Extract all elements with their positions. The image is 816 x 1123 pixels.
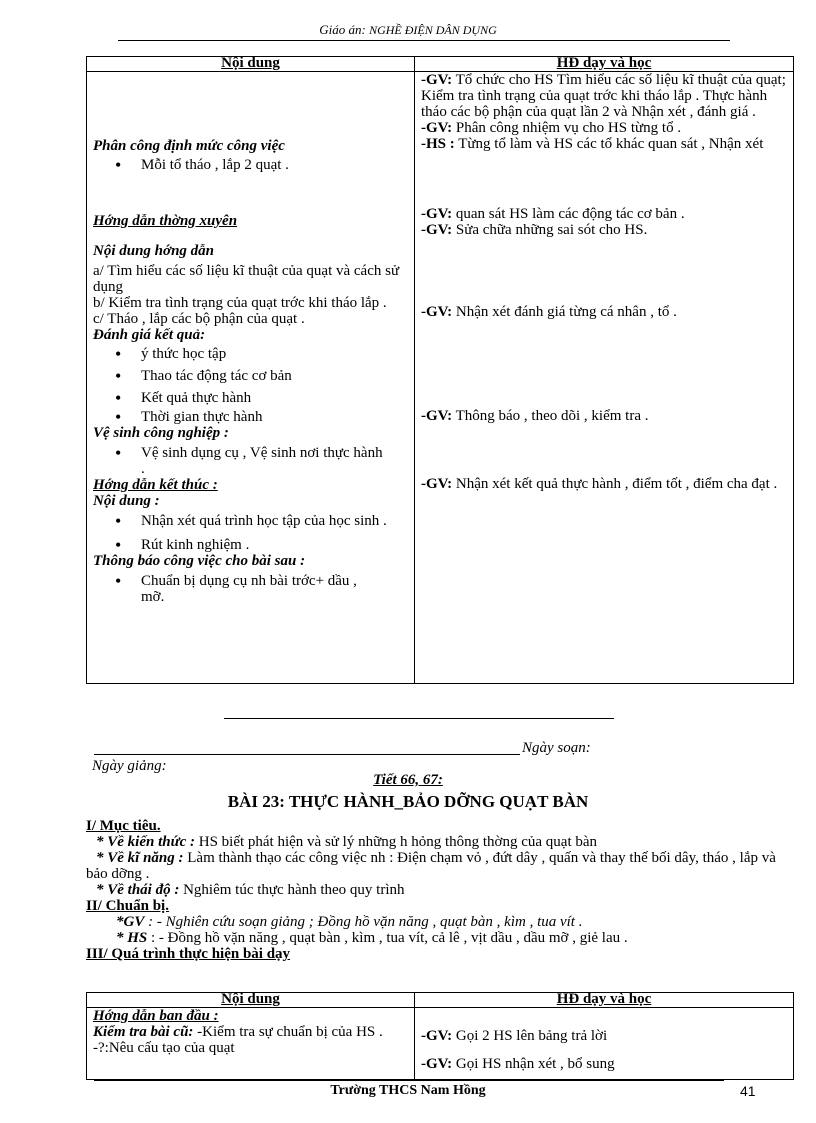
list-item: • Nhận xét quá trình học tập của học sinh . — [141, 513, 408, 529]
chuan-bi-hs: * HS : - Đồng hồ vặn năng , quạt bàn , kìm , tua vít, cả lê , vịt dầu , dầu mỡ , giẻ lau . — [116, 930, 628, 946]
t1-col1-header: Nội dung — [87, 57, 415, 72]
lesson-title: BÀI 23: THỰC HÀNH_BẢO DỠNG QUẠT BÀN — [227, 792, 589, 811]
list-item: • Chuẩn bị dụng cụ nh bài trớc+ dầu , mỡ. — [141, 573, 378, 605]
chuan-bi-heading: II/ Chuẩn bị. — [86, 898, 169, 914]
lesson-table-1 — [86, 56, 794, 684]
noi-dung-heading: Nội dung : — [93, 493, 160, 509]
muc-tieu-heading: I/ Mục tiêu. — [86, 818, 161, 834]
gv-note: -GV: Nhận xét kết quả thực hành , điểm tốt , điểm cha đạt . — [421, 476, 778, 492]
gv-note: -GV: quan sát HS làm các động tác cơ bản . — [421, 206, 685, 222]
list-item: • Thời gian thực hành — [141, 409, 408, 425]
ki-nang: * Về kĩ năng : Làm thành thạo các công việc nh : Điện chạm vỏ , đứt dây , quấn và thay thế bối dây, tháo , lắp và bảo dỡng . — [86, 850, 776, 882]
ngay-giang: Ngày giảng: — [92, 758, 167, 774]
list-item: • Rút kinh nghiệm . — [141, 537, 408, 553]
gv-note: -GV: Nhận xét đánh giá từng cá nhân , tổ . — [421, 304, 677, 320]
list-item: • Kết quả thực hành — [141, 387, 408, 409]
step-c: c/ Tháo , lắp các bộ phận của quạt . — [93, 311, 305, 327]
kien-thuc: * Về kiến thức : HS biết phát hiện và sử lý những h hỏng thông thờng của quạt bàn — [96, 834, 598, 850]
gv-note: -GV: Gọi HS nhận xét , bổ sung — [421, 1056, 615, 1072]
t1-col2-header: HĐ dạy và học — [415, 57, 794, 72]
t2-right-cell — [415, 1008, 794, 1080]
ngay-soan-line — [94, 754, 520, 755]
cau-hoi: -?:Nêu cấu tạo của quạt — [93, 1040, 235, 1056]
section-separator — [224, 718, 614, 719]
gv-note: -GV: Thông báo , theo dõi , kiểm tra . — [421, 408, 649, 424]
list-item: • Mỗi tổ tháo , lắp 2 quạt . — [141, 157, 408, 173]
ve-sinh-heading: Vệ sinh công nghiệp : — [93, 425, 229, 441]
nd-huong-dan-heading: Nội dung hớng dẫn — [93, 243, 215, 259]
step-a: a/ Tìm hiểu các số liệu kĩ thuật của quạt và cách sử dụng — [93, 263, 400, 295]
danh-gia-heading: Đánh giá kết quả: — [93, 327, 206, 343]
header-divider — [118, 40, 730, 41]
hd-ban-dau-heading: Hớng dẫn ban đầu : — [93, 1008, 219, 1024]
t1-right-cell — [415, 72, 794, 684]
lesson-table-2 — [86, 992, 794, 1080]
t2-col2-header: HĐ dạy và học — [415, 993, 794, 1008]
gv-note: -GV: Phân công nhiệm vụ cho HS từng tổ . — [421, 120, 682, 136]
footer-school: Trường THCS Nam Hồng — [330, 1083, 486, 1098]
hs-note: -HS : Từng tổ làm và HS các tổ khác quan sát , Nhận xét — [421, 136, 764, 152]
phan-cong-heading: Phân công định mức công việc — [93, 138, 285, 154]
gv-note: -GV: Tổ chức cho HS Tìm hiểu các số liệu kĩ thuật của quạt; Kiểm tra tình trạng của quạt trớc khi tháo lắp . Thực hành tháo các bộ phận của quạt lần 2 và Nhận xét , đánh giá . — [421, 72, 786, 120]
ngay-soan: Ngày soạn: — [522, 740, 591, 756]
lesson-body — [86, 818, 786, 962]
ktbc: Kiểm tra bài cũ: -Kiểm tra sự chuẩn bị của HS . — [93, 1024, 383, 1040]
t1-left-cell — [87, 72, 415, 684]
gv-note: -GV: Gọi 2 HS lên bảng trả lời — [421, 1028, 608, 1044]
chuan-bi-gv: *GV : - Nghiên cứu soạn giảng ; Đồng hồ vặn năng , quạt bàn , kìm , tua vít . — [116, 914, 583, 930]
list-item: • Thao tác động tác cơ bản — [141, 365, 408, 387]
qua-trinh-heading: III/ Quá trình thực hiện bài dạy — [86, 946, 291, 962]
t2-left-cell — [87, 1008, 415, 1080]
tiet-heading: Tiết 66, 67: — [373, 772, 443, 788]
gv-note: -GV: Sửa chữa những sai sót cho HS. — [421, 222, 648, 238]
thai-do: * Về thái độ : Nghiêm túc thực hành theo quy trình — [96, 882, 405, 898]
footer-divider — [94, 1080, 724, 1081]
list-item: • ý thức học tập — [141, 343, 408, 365]
thong-bao-heading: Thông báo công việc cho bài sau : — [93, 553, 306, 569]
t2-col1-header: Nội dung — [87, 993, 415, 1008]
page-header — [0, 22, 816, 38]
list-item: • Vệ sinh dụng cụ , Vệ sinh nơi thực hành . — [141, 445, 388, 477]
header-title: NGHỀ ĐIỆN DÂN DỤNG — [369, 23, 497, 37]
hd-ket-thuc-heading: Hớng dẫn kết thúc : — [93, 477, 218, 493]
page-number: 41 — [740, 1083, 756, 1099]
step-b: b/ Kiểm tra tình trạng của quạt trớc khi tháo lắp . — [93, 295, 387, 311]
hd-thuong-xuyen-heading: Hớng dẫn thờng xuyên — [93, 213, 238, 229]
header-label: Giáo án: — [319, 22, 366, 37]
